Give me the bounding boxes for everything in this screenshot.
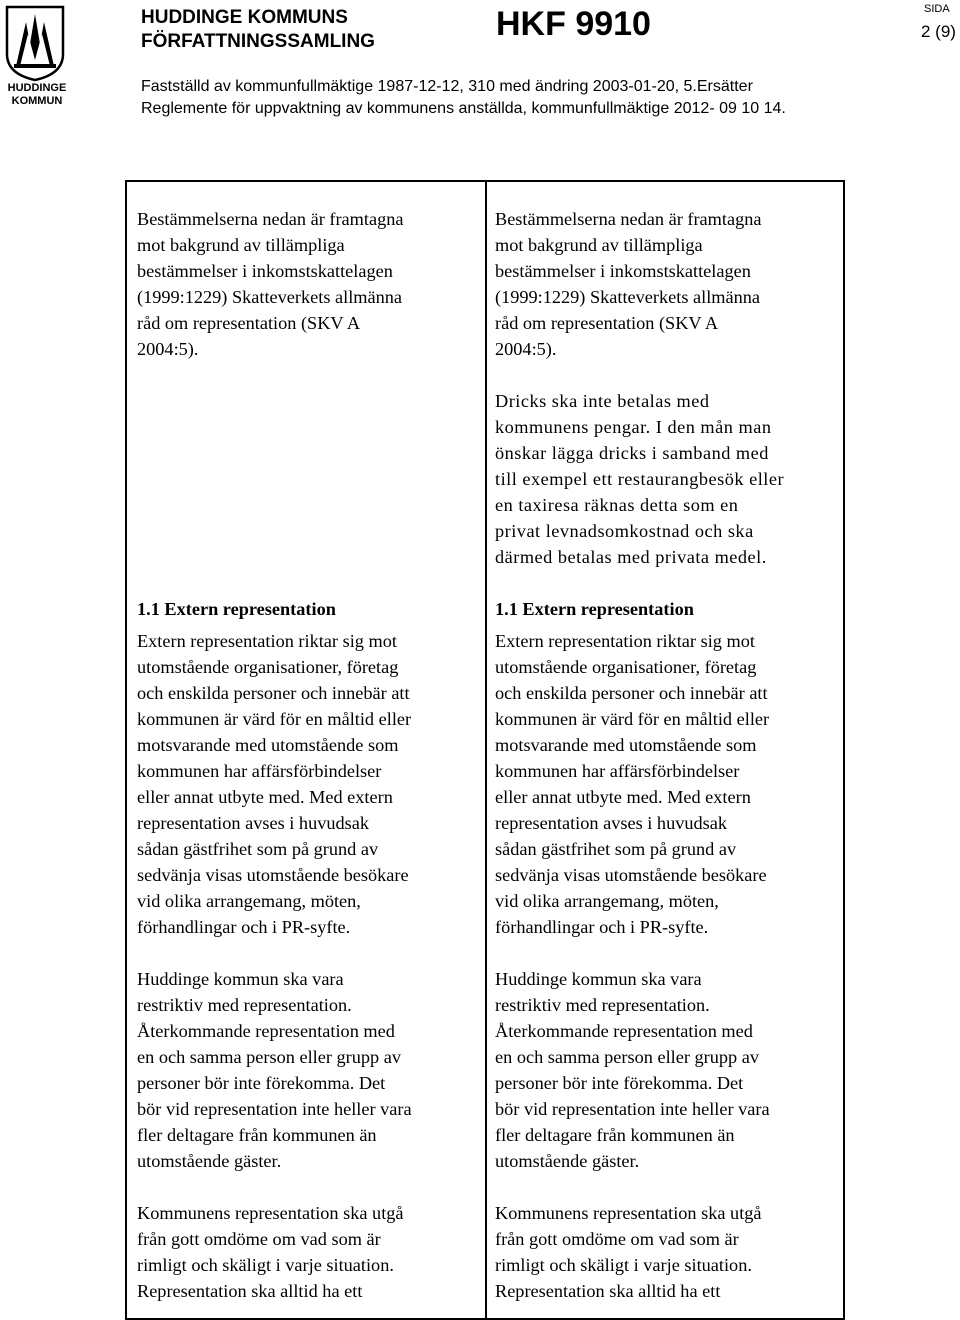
text-line: privat levnadsomkostnad och ska bbox=[495, 521, 754, 541]
text-line: representation avses i huvudsak bbox=[137, 813, 370, 833]
text-line: personer bör inte förekomma. Det bbox=[495, 1073, 744, 1093]
text-line: råd om representation (SKV A bbox=[495, 313, 719, 333]
logo-text-line: KOMMUN bbox=[11, 95, 63, 107]
text-line: (1999:1229) Skatteverkets allmänna bbox=[495, 287, 761, 307]
text-line: Bestämmelserna nedan är framtagna bbox=[137, 209, 404, 229]
section-heading: 1.1 Extern representation bbox=[137, 599, 336, 619]
text-line: och enskilda personer och innebär att bbox=[495, 683, 768, 703]
text-line: förhandlingar och i PR-syfte. bbox=[495, 917, 709, 937]
text-line: sådan gästfrihet som på grund av bbox=[495, 839, 737, 859]
text-line: (1999:1229) Skatteverkets allmänna bbox=[137, 287, 403, 307]
text-line: 2004:5). bbox=[137, 339, 199, 359]
text-line: kommunen har affärsförbindelser bbox=[137, 761, 382, 781]
text-line: Huddinge kommun ska vara bbox=[137, 969, 344, 989]
text-line: vid olika arrangemang, möten, bbox=[137, 891, 361, 911]
right-column-section bbox=[495, 596, 840, 1304]
text-line: Kommunens representation ska utgå bbox=[495, 1203, 762, 1223]
column-divider bbox=[485, 182, 487, 1318]
text-line: en taxiresa räknas detta som en bbox=[495, 495, 739, 515]
text-line: restriktiv med representation. bbox=[495, 995, 710, 1015]
text-line: Extern representation riktar sig mot bbox=[495, 631, 755, 651]
text-line: kommunen har affärsförbindelser bbox=[495, 761, 740, 781]
text-line: sådan gästfrihet som på grund av bbox=[137, 839, 379, 859]
text-line: råd om representation (SKV A bbox=[137, 313, 361, 333]
text-line: mot bakgrund av tillämpliga bbox=[137, 235, 345, 255]
adoption-info-line: Fastställd av kommunfullmäktige 1987-12-12, 310 med ändring 2003-01-20, 5.Ersätter bbox=[141, 78, 753, 95]
adoption-info bbox=[141, 76, 786, 120]
text-line: utomstående organisationer, företag bbox=[137, 657, 399, 677]
text-line: personer bör inte förekomma. Det bbox=[137, 1073, 386, 1093]
page-number: 2 (9) bbox=[921, 22, 956, 41]
text-line: en och samma person eller grupp av bbox=[137, 1047, 401, 1067]
text-line: till exempel ett restaurangbesök eller bbox=[495, 469, 785, 489]
text-line: fler deltagare från kommunen än bbox=[137, 1125, 377, 1145]
text-line: 2004:5). bbox=[495, 339, 557, 359]
text-line: utomstående gäster. bbox=[137, 1151, 282, 1171]
text-line: en och samma person eller grupp av bbox=[495, 1047, 759, 1067]
text-line: motsvarande med utomstående som bbox=[495, 735, 757, 755]
text-line: bestämmelser i inkomstskattelagen bbox=[137, 261, 393, 281]
collection-title-line: FÖRFATTNINGSSAMLING bbox=[141, 31, 375, 52]
municipality-logo bbox=[4, 4, 67, 107]
text-line: utomstående gäster. bbox=[495, 1151, 640, 1171]
text-line: Återkommande representation med bbox=[495, 1021, 753, 1041]
text-line: Huddinge kommun ska vara bbox=[495, 969, 702, 989]
text-line: restriktiv med representation. bbox=[137, 995, 352, 1015]
text-line: Återkommande representation med bbox=[137, 1021, 395, 1041]
text-line: bestämmelser i inkomstskattelagen bbox=[495, 261, 751, 281]
document-code: HKF 9910 bbox=[496, 5, 651, 43]
text-line: sedvänja visas utomstående besökare bbox=[137, 865, 409, 885]
text-line: kommunen är värd för en måltid eller bbox=[495, 709, 770, 729]
text-line: Representation ska alltid ha ett bbox=[495, 1281, 721, 1301]
text-line: vid olika arrangemang, möten, bbox=[495, 891, 719, 911]
text-line: därmed betalas med privata medel. bbox=[495, 547, 767, 567]
left-column-intro bbox=[137, 206, 482, 362]
adoption-info-line: Reglemente för uppvaktning av kommunens anställda, kommunfullmäktige 2012- 09 10 14. bbox=[141, 100, 786, 117]
text-line: fler deltagare från kommunen än bbox=[495, 1125, 735, 1145]
text-line: kommunens pengar. I den mån man bbox=[495, 417, 772, 437]
text-line: förhandlingar och i PR-syfte. bbox=[137, 917, 351, 937]
tips-paragraph bbox=[495, 388, 840, 570]
logo-text-line: HUDDINGE bbox=[7, 82, 67, 94]
text-line: sedvänja visas utomstående besökare bbox=[495, 865, 767, 885]
text-line: önskar lägga dricks i samband med bbox=[495, 443, 769, 463]
text-line: Extern representation riktar sig mot bbox=[137, 631, 397, 651]
coat-of-arms-icon bbox=[4, 4, 66, 82]
text-line: bör vid representation inte heller vara bbox=[495, 1099, 770, 1119]
text-line: bör vid representation inte heller vara bbox=[137, 1099, 412, 1119]
text-line: Dricks ska inte betalas med bbox=[495, 391, 710, 411]
text-line: Representation ska alltid ha ett bbox=[137, 1281, 363, 1301]
text-line: rimligt och skäligt i varje situation. bbox=[495, 1255, 752, 1275]
text-line: rimligt och skäligt i varje situation. bbox=[137, 1255, 394, 1275]
text-line: och enskilda personer och innebär att bbox=[137, 683, 410, 703]
text-line: mot bakgrund av tillämpliga bbox=[495, 235, 703, 255]
text-line: från gott omdöme om vad som är bbox=[495, 1229, 739, 1249]
left-column-section bbox=[137, 596, 482, 1304]
section-heading: 1.1 Extern representation bbox=[495, 599, 694, 619]
page-label: SIDA bbox=[924, 3, 950, 15]
text-line: från gott omdöme om vad som är bbox=[137, 1229, 381, 1249]
collection-title bbox=[141, 6, 375, 54]
text-line: utomstående organisationer, företag bbox=[495, 657, 757, 677]
text-line: representation avses i huvudsak bbox=[495, 813, 728, 833]
collection-title-line: HUDDINGE KOMMUNS bbox=[141, 7, 348, 28]
text-line: eller annat utbyte med. Med extern bbox=[495, 787, 751, 807]
text-line: motsvarande med utomstående som bbox=[137, 735, 399, 755]
text-line: Kommunens representation ska utgå bbox=[137, 1203, 404, 1223]
right-column-intro bbox=[495, 206, 840, 570]
text-line: kommunen är värd för en måltid eller bbox=[137, 709, 412, 729]
text-line: eller annat utbyte med. Med extern bbox=[137, 787, 393, 807]
text-line: Bestämmelserna nedan är framtagna bbox=[495, 209, 762, 229]
logo-text bbox=[4, 82, 70, 108]
